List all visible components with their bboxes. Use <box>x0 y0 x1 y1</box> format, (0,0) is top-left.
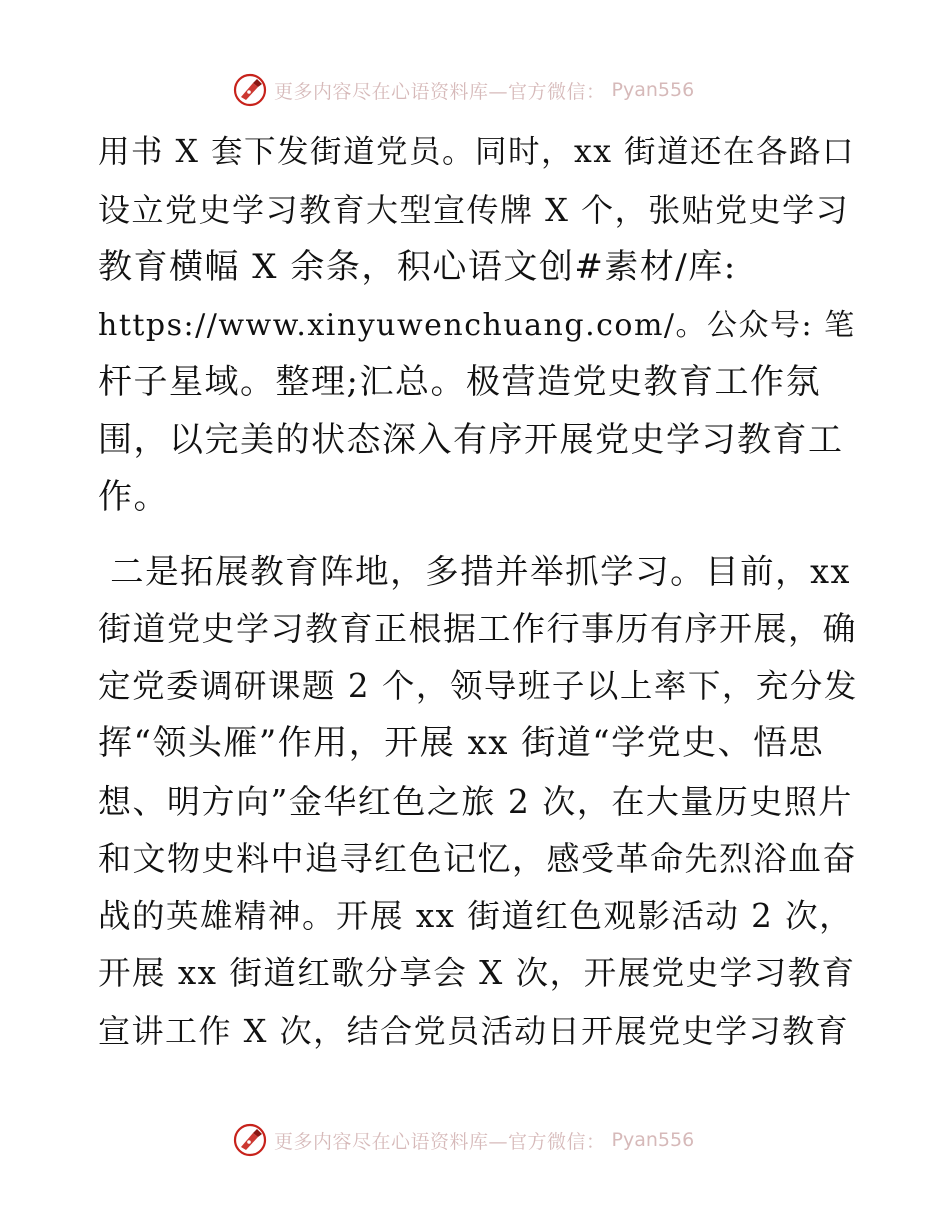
text-line: 围，以完美的状态深入有序开展党史学习教育工 <box>98 419 844 460</box>
text-line: 想、明方向”金华红色之旅 2 次，在大量历史照片 <box>98 781 853 821</box>
footer-banner-text: 更多内容尽在心语资料库—官方微信： <box>274 1130 606 1153</box>
header-wechat-id: Pyan556 <box>611 79 695 101</box>
text-line: 定党委调研课题 2 个，领导班子以上率下，充分发 <box>98 666 858 705</box>
paragraph-spacer <box>98 527 858 543</box>
footer-wechat-id: Pyan556 <box>611 1129 695 1151</box>
footer-watermark-banner <box>232 1120 694 1160</box>
text-line: 二是拓展教育阵地，多措并举抓学习。目前，xx <box>98 551 851 591</box>
header-banner-text: 更多内容尽在心语资料库—官方微信： <box>274 80 606 103</box>
text-line: 设立党史学习教育大型宣传牌 X 个，张贴党史学习 <box>98 190 850 229</box>
header-watermark-banner <box>232 70 694 110</box>
text-line: https://www.xinyuwenchuang.com/。公众号: 笔 <box>98 307 856 343</box>
text-line: 宣讲工作 X 次，结合党员活动日开展党史学习教育 <box>98 1011 850 1050</box>
pen-nib-logo-icon <box>232 1122 268 1158</box>
text-line: 街道党史学习教育正根据工作行事历有序开展，确 <box>98 609 857 648</box>
pen-nib-logo-icon <box>232 72 268 108</box>
paragraph-1 <box>98 124 858 527</box>
text-line: 挥“领头雁”作用，开展 xx 街道“学党史、悟思 <box>98 723 825 763</box>
text-line: 教育横幅 X 余条，积心语文创#素材/库: <box>98 247 737 287</box>
text-line: 杆子星域。整理;汇总。极营造党史教育工作氛 <box>98 362 821 402</box>
document-body <box>98 124 858 1060</box>
paragraph-2 <box>98 543 858 1061</box>
text-line: 作。 <box>98 477 169 517</box>
text-line: 和文物史料中追寻红色记忆，感受革命先烈浴血奋 <box>98 839 857 878</box>
text-line: 用书 X 套下发街道党员。同时，xx 街道还在各路口 <box>98 134 855 170</box>
text-line: 战的英雄精神。开展 xx 街道红色观影活动 2 次， <box>98 896 854 935</box>
text-line: 开展 xx 街道红歌分享会 X 次，开展党史学习教育 <box>98 954 856 992</box>
